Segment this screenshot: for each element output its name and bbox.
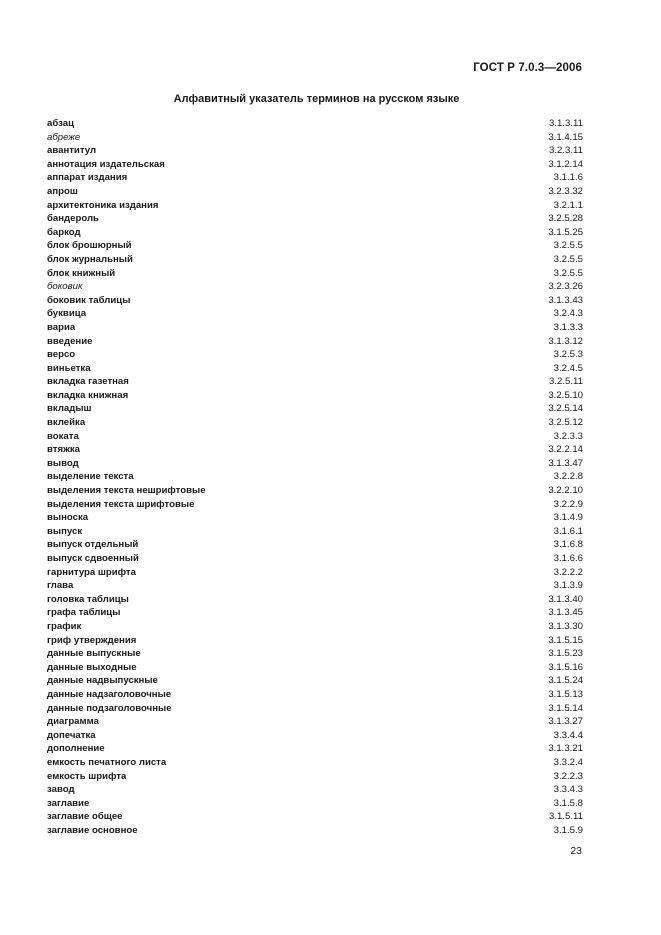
index-term: выделение текста bbox=[47, 471, 134, 483]
index-term: боковик таблицы bbox=[47, 294, 131, 306]
index-reference: 3.1.5.16 bbox=[548, 661, 583, 673]
index-entry bbox=[47, 280, 583, 294]
index-entry bbox=[47, 131, 583, 145]
index-entry bbox=[47, 797, 583, 811]
index-entry bbox=[47, 742, 583, 756]
index-term: данные выпускные bbox=[47, 648, 141, 660]
index-term: введение bbox=[47, 335, 93, 347]
index-entry bbox=[47, 416, 583, 430]
index-term: гарнитура шрифта bbox=[47, 566, 136, 578]
page-number: 23 bbox=[570, 845, 582, 857]
index-term: емкость печатного листа bbox=[47, 756, 167, 768]
index-term: виньетка bbox=[47, 362, 91, 374]
index-entry bbox=[47, 525, 583, 539]
index-term: выноска bbox=[47, 512, 89, 524]
index-reference: 3.1.1.6 bbox=[553, 172, 583, 184]
index-term: заглавие основное bbox=[47, 824, 138, 836]
index-term: блок брошюрный bbox=[47, 240, 132, 252]
index-entry bbox=[47, 566, 583, 580]
index-reference: 3.1.3.43 bbox=[548, 294, 583, 306]
index-entry bbox=[47, 538, 583, 552]
index-term: вариа bbox=[47, 321, 76, 333]
index-entry bbox=[47, 171, 583, 185]
index-entry bbox=[47, 430, 583, 444]
index-reference: 3.1.3.45 bbox=[548, 607, 583, 619]
index-entry bbox=[47, 770, 583, 784]
index-reference: 3.2.5.10 bbox=[548, 389, 583, 401]
index-entry bbox=[47, 267, 583, 281]
index-entry bbox=[47, 620, 583, 634]
index-term: завод bbox=[47, 784, 75, 796]
index-term: вкладка газетная bbox=[47, 376, 129, 388]
index-entry bbox=[47, 783, 583, 797]
index-title: Алфавитный указатель терминов на русском языке bbox=[173, 93, 460, 105]
index-reference: 3.2.2.10 bbox=[548, 485, 583, 497]
index-reference: 3.1.5.13 bbox=[548, 688, 583, 700]
index-entry bbox=[47, 470, 583, 484]
index-reference: 3.1.6.8 bbox=[553, 539, 583, 551]
index-reference: 3.1.5.8 bbox=[553, 797, 583, 809]
index-term: глава bbox=[47, 580, 74, 592]
index-reference: 3.1.5.9 bbox=[553, 824, 583, 836]
index-reference: 3.2.3.3 bbox=[553, 430, 583, 442]
index-entry bbox=[47, 498, 583, 512]
index-entry bbox=[47, 335, 583, 349]
index-reference: 3.2.5.12 bbox=[548, 417, 583, 429]
index-term: вывод bbox=[47, 457, 79, 469]
index-term: вкладыш bbox=[47, 403, 92, 415]
index-term: буквица bbox=[47, 308, 87, 320]
index-entry bbox=[47, 117, 583, 131]
index-entry bbox=[47, 389, 583, 403]
index-entry bbox=[47, 824, 583, 838]
index-term: данные надзаголовочные bbox=[47, 688, 172, 700]
index-term: выделения текста нешрифтовые bbox=[47, 485, 206, 497]
index-reference: 3.2.5.14 bbox=[548, 403, 583, 415]
index-reference: 3.2.1.1 bbox=[553, 199, 583, 211]
index-term: блок журнальный bbox=[47, 253, 133, 265]
index-reference: 3.1.5.15 bbox=[548, 634, 583, 646]
index-term: выделения текста шрифтовые bbox=[47, 498, 195, 510]
index-term: данные надвыпускные bbox=[47, 675, 158, 687]
index-reference: 3.1.3.40 bbox=[548, 593, 583, 605]
index-entry bbox=[47, 307, 583, 321]
index-reference: 3.2.5.5 bbox=[553, 267, 583, 279]
index-term: аннотация издательская bbox=[47, 158, 165, 170]
index-reference: 3.1.3.3 bbox=[553, 321, 583, 333]
index-reference: 3.1.3.21 bbox=[548, 743, 583, 755]
index-entry bbox=[47, 647, 583, 661]
index-entry bbox=[47, 552, 583, 566]
index-reference: 3.2.5.11 bbox=[549, 376, 583, 388]
index-reference: 3.1.4.9 bbox=[553, 512, 583, 524]
index-entry bbox=[47, 226, 583, 240]
index-entry bbox=[47, 688, 583, 702]
index-term: аппарат издания bbox=[47, 172, 128, 184]
index-entry bbox=[47, 362, 583, 376]
index-reference: 3.1.3.30 bbox=[548, 620, 583, 632]
index-term: абзац bbox=[47, 118, 75, 129]
index-term: данные подзаголовочные bbox=[47, 702, 172, 714]
index-term: втяжка bbox=[47, 444, 81, 456]
index-reference: 3.1.5.25 bbox=[548, 226, 583, 238]
index-reference: 3.2.5.3 bbox=[553, 349, 583, 361]
index-term: графа таблицы bbox=[47, 607, 121, 619]
index-reference: 3.2.3.11 bbox=[549, 145, 583, 157]
index-reference: 3.2.4.3 bbox=[553, 308, 583, 320]
index-reference: 3.1.4.15 bbox=[548, 131, 583, 143]
index-entry bbox=[47, 702, 583, 716]
index-reference: 3.2.2.3 bbox=[553, 770, 583, 782]
index-entry bbox=[47, 199, 583, 213]
index-reference: 3.1.5.11 bbox=[549, 811, 583, 823]
index-reference: 3.2.2.14 bbox=[548, 444, 583, 456]
index-reference: 3.1.3.11 bbox=[549, 118, 583, 129]
index-reference: 3.2.3.32 bbox=[548, 185, 583, 197]
index-entry bbox=[47, 375, 583, 389]
index-reference: 3.1.3.12 bbox=[548, 335, 583, 347]
index-entry bbox=[47, 239, 583, 253]
index-reference: 3.1.6.6 bbox=[553, 553, 583, 564]
index-term: график bbox=[47, 620, 82, 632]
index-reference: 3.3.4.3 bbox=[553, 784, 583, 796]
index-reference: 3.2.2.8 bbox=[553, 471, 583, 483]
index-reference: 3.3.2.4 bbox=[553, 756, 583, 768]
index-reference: 3.2.2.9 bbox=[553, 498, 583, 510]
index-reference: 3.1.5.14 bbox=[548, 702, 583, 714]
index-term: диаграмма bbox=[47, 716, 99, 728]
index-term: баркод bbox=[47, 226, 81, 238]
index-term: заглавие bbox=[47, 797, 90, 809]
index-term: апрош bbox=[47, 185, 78, 197]
index-term: выпуск сдвоенный bbox=[47, 553, 139, 564]
index-reference: 3.1.3.27 bbox=[548, 716, 583, 728]
index-reference: 3.1.2.14 bbox=[548, 158, 583, 170]
index-term: вклейка bbox=[47, 417, 86, 429]
index-reference: 3.2.2.2 bbox=[553, 566, 583, 578]
index-term: абреже bbox=[47, 131, 81, 143]
index-entry bbox=[47, 810, 583, 824]
index-entry bbox=[47, 661, 583, 675]
index-entry bbox=[47, 443, 583, 457]
index-entry bbox=[47, 593, 583, 607]
index-term: вкладка книжная bbox=[47, 389, 129, 401]
index-entry bbox=[47, 579, 583, 593]
index-entry bbox=[47, 729, 583, 743]
index-reference: 3.1.5.24 bbox=[548, 675, 583, 687]
index-entry bbox=[47, 715, 583, 729]
index-term: блок книжный bbox=[47, 267, 116, 279]
index-term: данные выходные bbox=[47, 661, 137, 673]
index-term: емкость шрифта bbox=[47, 770, 127, 782]
index-entry bbox=[47, 606, 583, 620]
index-reference: 3.2.3.26 bbox=[548, 281, 583, 293]
index-entry bbox=[47, 402, 583, 416]
index-entry bbox=[47, 348, 583, 362]
index-entry bbox=[47, 321, 583, 335]
index-term: гриф утверждения bbox=[47, 634, 137, 646]
index-reference: 3.2.5.5 bbox=[553, 240, 583, 252]
index-reference: 3.1.5.23 bbox=[548, 648, 583, 660]
index-entry bbox=[47, 212, 583, 226]
term-index-list bbox=[47, 117, 583, 837]
index-term: выпуск отдельный bbox=[47, 539, 139, 551]
index-reference: 3.1.3.9 bbox=[553, 580, 583, 592]
index-entry bbox=[47, 158, 583, 172]
index-entry bbox=[47, 144, 583, 158]
index-term: головка таблицы bbox=[47, 593, 129, 605]
index-entry bbox=[47, 756, 583, 770]
index-entry bbox=[47, 457, 583, 471]
index-term: выпуск bbox=[47, 525, 83, 537]
index-entry bbox=[47, 294, 583, 308]
index-reference: 3.3.4.4 bbox=[553, 729, 583, 741]
index-entry bbox=[47, 511, 583, 525]
index-term: архитектоника издания bbox=[47, 199, 159, 211]
index-entry bbox=[47, 484, 583, 498]
index-entry bbox=[47, 634, 583, 648]
document-standard-code: ГОСТ Р 7.0.3—2006 bbox=[473, 62, 582, 74]
index-term: бандероль bbox=[47, 213, 99, 225]
index-term: допечатка bbox=[47, 729, 96, 741]
index-term: боковик bbox=[47, 281, 83, 293]
index-term: заглавие общее bbox=[47, 811, 123, 823]
index-term: воката bbox=[47, 430, 79, 442]
index-entry bbox=[47, 674, 583, 688]
index-reference: 3.1.6.1 bbox=[553, 525, 583, 537]
index-term: версо bbox=[47, 349, 76, 361]
index-entry bbox=[47, 253, 583, 267]
index-reference: 3.2.5.28 bbox=[548, 213, 583, 225]
index-entry bbox=[47, 185, 583, 199]
index-term: дополнение bbox=[47, 743, 105, 755]
index-reference: 3.2.4.5 bbox=[553, 362, 583, 374]
index-term: авантитул bbox=[47, 145, 97, 157]
index-reference: 3.2.5.5 bbox=[553, 253, 583, 265]
index-reference: 3.1.3.47 bbox=[548, 457, 583, 469]
